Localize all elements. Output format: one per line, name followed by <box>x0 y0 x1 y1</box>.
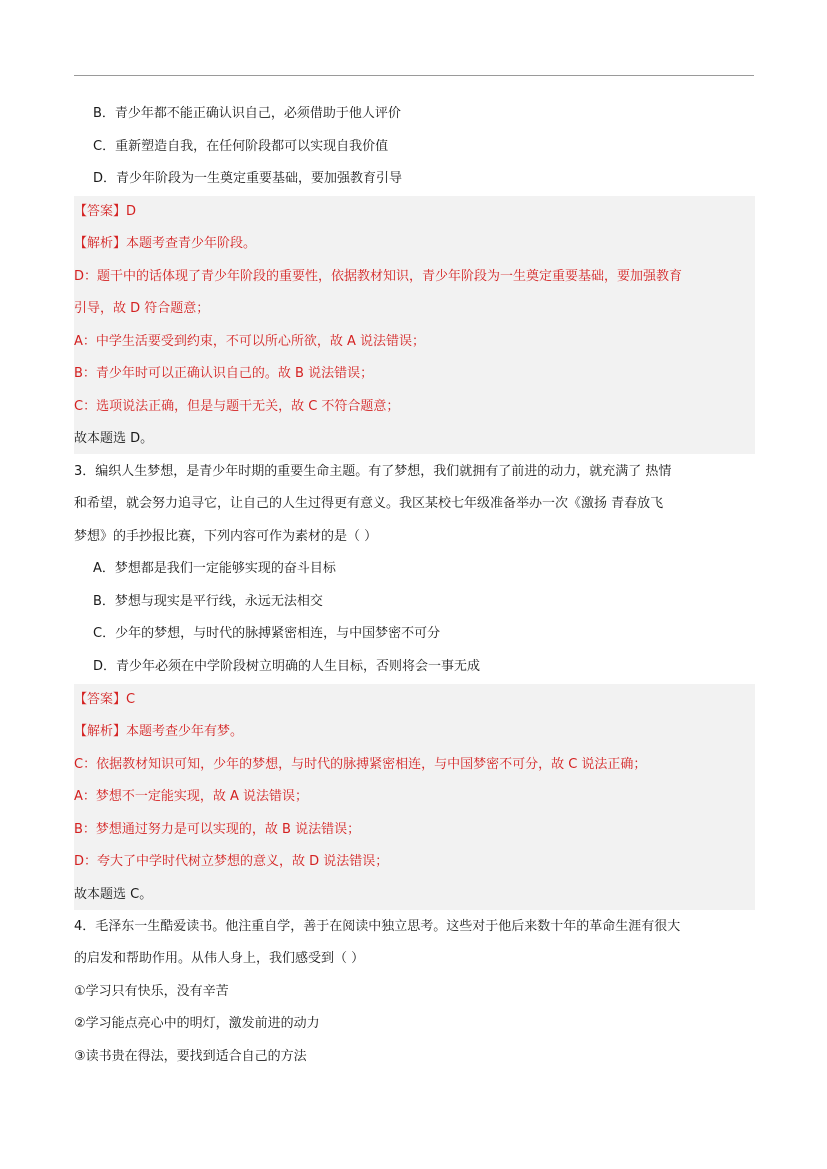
q2-option-c: C．重新塑造自我，在任何阶段都可以实现自我价值 <box>93 139 389 154</box>
q2-option-d: D．青少年阶段为一生奠定重要基础，要加强教育引导 <box>93 171 403 186</box>
q3-answer: 【答案】C <box>74 692 136 707</box>
q2-analysis-a: A：中学生活要受到约束，不可以所心所欲，故 A 说法错误； <box>74 334 426 349</box>
q3-analysis-d: D：夸大了中学时代树立梦想的意义，故 D 说法错误； <box>74 854 389 869</box>
q2-option-b: B．青少年都不能正确认识自己，必须借助于他人评价 <box>93 106 401 121</box>
q3-option-b: B．梦想与现实是平行线，永远无法相交 <box>93 594 323 609</box>
q3-conclusion: 故本题选 C。 <box>74 887 153 902</box>
q3-analysis-b: B：梦想通过努力是可以实现的，故 B 说法错误； <box>74 822 361 837</box>
q2-analysis-c: C：选项说法正确，但是与题干无关，故 C 不符合题意； <box>74 399 400 414</box>
q3-option-c: C．少年的梦想，与时代的脉搏紧密相连，与中国梦密不可分 <box>93 626 441 641</box>
q4-stem-line-1: 4．毛泽东一生酷爱读书。他注重自学，善于在阅读中独立思考。这些对于他后来数十年的革命生涯有很大 <box>74 919 681 934</box>
q4-item-3: ③读书贵在得法，要找到适合自己的方法 <box>74 1049 307 1064</box>
q2-analysis-title: 【解析】本题考查青少年阶段。 <box>74 236 257 251</box>
q3-stem-line-3: 梦想》的手抄报比赛，下列内容可作为素材的是（ ） <box>74 529 378 544</box>
q2-answer-block <box>74 196 755 454</box>
q2-conclusion: 故本题选 D。 <box>74 431 154 446</box>
q2-answer: 【答案】D <box>74 204 137 219</box>
header-rule <box>74 75 754 76</box>
q3-option-a: A．梦想都是我们一定能够实现的奋斗目标 <box>93 561 336 576</box>
q3-analysis-a: A：梦想不一定能实现，故 A 说法错误； <box>74 789 309 804</box>
q3-stem-line-2: 和希望，就会努力追寻它，让自己的人生过得更有意义。我区某校七年级准备举办一次《激扬 青春放飞 <box>74 496 664 511</box>
q3-analysis-title: 【解析】本题考查少年有梦。 <box>74 724 244 739</box>
q2-analysis-d: D：题干中的话体现了青少年阶段的重要性，依据教材知识，青少年阶段为一生奠定重要基础，要加强教育 <box>74 269 683 284</box>
q2-analysis-b: B：青少年时可以正确认识自己的。故 B 说法错误； <box>74 366 374 381</box>
q3-stem-line-1: 3．编织人生梦想，是青少年时期的重要生命主题。有了梦想，我们就拥有了前进的动力，就充满了 热情 <box>74 464 672 479</box>
q4-item-1: ①学习只有快乐，没有辛苦 <box>74 984 229 999</box>
q3-answer-block <box>74 684 755 910</box>
q4-item-2: ②学习能点亮心中的明灯，激发前进的动力 <box>74 1016 320 1031</box>
q3-analysis-c: C：依据教材知识可知，少年的梦想，与时代的脉搏紧密相连，与中国梦密不可分，故 C 说法正确； <box>74 757 647 772</box>
q4-stem-line-2: 的启发和帮助作用。从伟人身上，我们感受到（ ） <box>74 951 365 966</box>
q3-option-d: D．青少年必须在中学阶段树立明确的人生目标，否则将会一事无成 <box>93 659 481 674</box>
q2-analysis-d-cont: 引导，故 D 符合题意； <box>74 301 210 316</box>
